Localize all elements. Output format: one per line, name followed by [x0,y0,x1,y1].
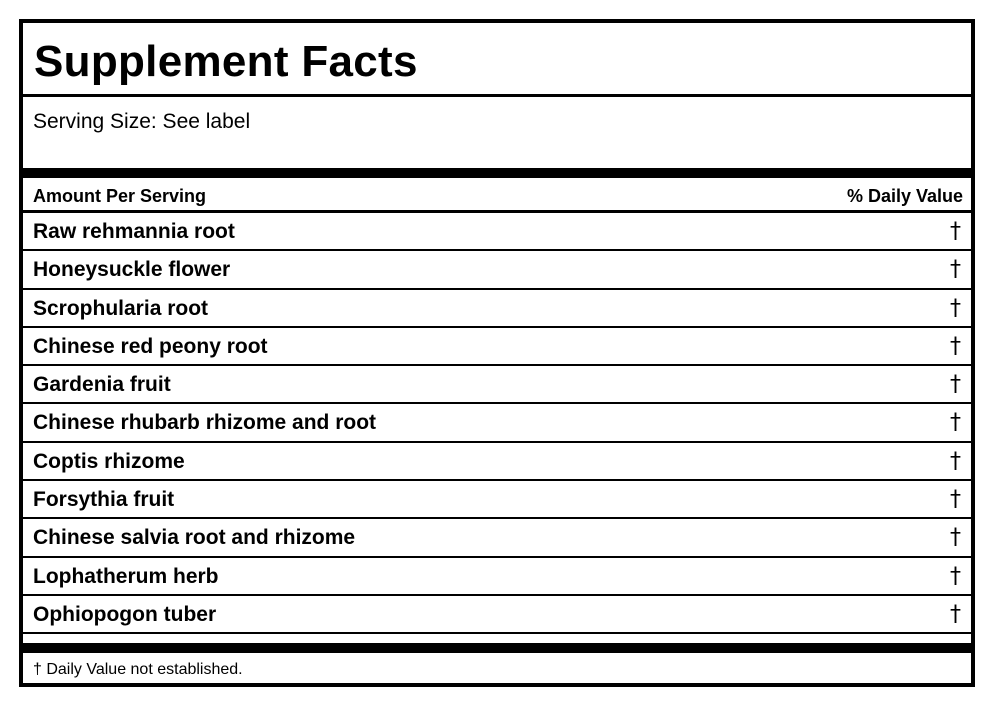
ingredient-name: Coptis rhizome [33,449,185,473]
ingredient-row [23,366,971,404]
ingredient-row [23,481,971,519]
panel-title: Supplement Facts [34,37,418,86]
column-header-row [23,178,971,213]
ingredient-name: Gardenia fruit [33,373,171,397]
ingredient-name: Lophatherum herb [33,564,219,588]
daily-value-dagger: † [950,372,961,398]
ingredient-name: Chinese rhubarb rhizome and root [33,411,377,435]
ingredient-name: Ophiopogon tuber [33,602,217,626]
daily-value-dagger: † [950,333,961,359]
daily-value-dagger: † [950,487,961,513]
ingredient-name: Forsythia fruit [33,488,175,512]
ingredient-row [23,290,971,328]
ingredient-row [23,519,971,557]
ingredient-name: Scrophularia root [33,296,209,320]
thick-divider-top [23,168,971,178]
thick-divider-bottom [23,643,971,653]
title-box [23,23,971,97]
amount-per-serving-header: Amount Per Serving [33,186,207,206]
footnote: † Daily Value not established. [33,661,243,678]
ingredient-row [23,328,971,366]
ingredient-row [23,404,971,442]
daily-value-dagger: † [950,448,961,474]
ingredient-row [23,213,971,251]
daily-value-dagger: † [950,257,961,283]
ingredient-name: Raw rehmannia root [33,220,235,243]
ingredient-list [23,213,971,634]
serving-size: Serving Size: See label [33,110,251,133]
ingredient-name: Chinese red peony root [33,334,268,358]
daily-value-dagger: † [950,410,961,436]
daily-value-header: % Daily Value [846,186,963,206]
daily-value-dagger: † [950,219,961,244]
ingredient-row [23,596,971,634]
daily-value-dagger: † [950,563,961,589]
ingredient-name: Chinese salvia root and rhizome [33,526,356,550]
ingredient-row [23,558,971,596]
supplement-facts-panel [19,19,975,687]
ingredient-row [23,443,971,481]
daily-value-dagger: † [950,295,961,321]
ingredient-row [23,251,971,289]
ingredient-name: Honeysuckle flower [33,258,231,282]
daily-value-dagger: † [950,525,961,551]
daily-value-dagger: † [950,601,961,627]
